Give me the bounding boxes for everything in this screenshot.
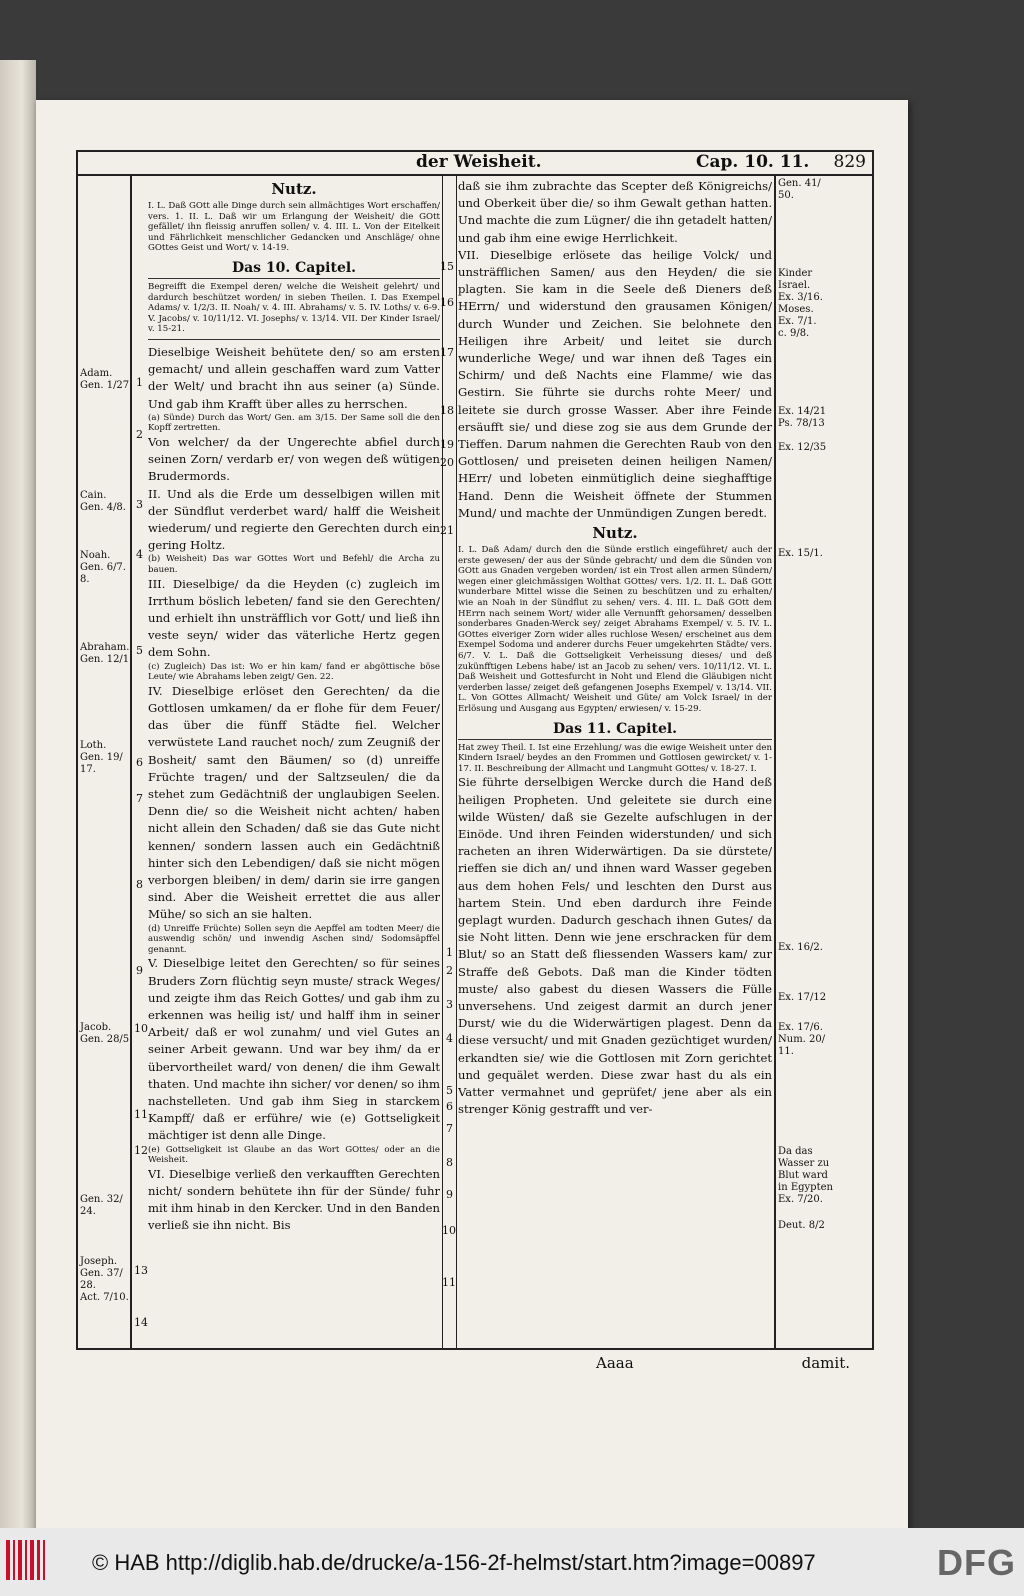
chapter-summary: Hat zwey Theil. I. Ist eine Erzehlung/ was die ewige Weisheit unter den Kindern Israel/ beydes an den Frommen und Gottlosen gewircket/ v. 1-17. II. Beschreibung der Allmacht und Langmuht GOttes/ v. 18-27. I. xyxy=(458,742,772,774)
signature-mark: Aaaa xyxy=(596,1354,634,1372)
left-margin-note: Cain. Gen. 4/8. xyxy=(80,490,126,513)
verse-number: 18 xyxy=(440,404,454,417)
footnote: (c) Zugleich) Das ist: Wo er hin kam/ fand er abgöttische böse Leute/ wie Abrahams leben zeigt/ Gen. 22. xyxy=(148,661,440,683)
verse-block: Dieselbige Weisheit behütete den/ so am ersten gemacht/ und allein geschaffen ward zum Vatter der Welt/ und bracht ihn aus seiner (a) Sünde. Und gab ihm Krafft über alles zu herrschen. xyxy=(148,344,440,411)
verse-number: 8 xyxy=(136,878,143,891)
verse-number: 3 xyxy=(136,498,143,511)
left-text-column xyxy=(148,178,440,1348)
page-number: 829 xyxy=(833,152,866,172)
verse-number: 4 xyxy=(136,548,143,561)
verse-number: 14 xyxy=(134,1316,148,1329)
left-margin-note: Gen. 32/ 24. xyxy=(80,1194,123,1217)
verse-number: 8 xyxy=(446,1156,453,1169)
left-page-edge xyxy=(0,60,36,1560)
verse-number: 1 xyxy=(446,946,453,959)
left-margin-note: Adam. Gen. 1/27 xyxy=(80,368,130,391)
chapter-summary: Begreifft die Exempel deren/ welche die Weisheit gelehrt/ und dardurch beschützet worden/ in sieben Theilen. I. Das Exempel Adams/ v. 1/2/3. II. Noah/ v. 4. III. Abrahams/ v. 5. IV. Loths/ v. 6-9. V. Jacobs/ v. 10/11/12. VI. Josephs/ v. 13/14. VII. Der Kinder Israel/ v. 15-21. xyxy=(148,281,440,335)
nutz-heading: Nutz. xyxy=(271,180,317,198)
left-margin-note: Noah. Gen. 6/7. 8. xyxy=(80,550,126,585)
verse-block: Von welcher/ da der Ungerechte abfiel durch seinen Zorn/ verdarb er/ von wegen deß wütigen Brudermords. xyxy=(148,434,440,484)
right-margin-note: Kinder Israel. Ex. 3/16. Moses. Ex. 7/1. c. 9/8. xyxy=(778,268,823,339)
verse-number: 4 xyxy=(446,1032,453,1045)
right-margin-note: Gen. 41/ 50. xyxy=(778,178,821,201)
left-margin-note: Joseph. Gen. 37/ 28. Act. 7/10. xyxy=(80,1256,129,1303)
verse-number: 6 xyxy=(446,1100,453,1113)
verse-block: III. Dieselbige/ da die Heyden (c) zugleich im Irrthum böslich lebeten/ fand sie den Gerechten/ und erhielt ihn unsträfflich vor Gott/ und ließ ihn veste seyn/ wider das väterliche Hertz gegen dem Sohn. xyxy=(148,576,440,660)
verse-number: 9 xyxy=(136,964,143,977)
verse-number: 6 xyxy=(136,756,143,769)
left-margin-note: Loth. Gen. 19/ 17. xyxy=(80,740,123,775)
left-margin-note: Abraham. Gen. 12/1 xyxy=(80,642,130,665)
hab-barcode-icon xyxy=(6,1540,48,1580)
verse-number: 9 xyxy=(446,1188,453,1201)
running-title: der Weisheit. xyxy=(416,152,542,172)
verse-number: 12 xyxy=(134,1144,148,1157)
footnote: (e) Gottseligkeit ist Glaube an das Wort GOttes/ oder an die Weisheit. xyxy=(148,1144,440,1166)
right-margin-note: Da das Wasser zu Blut ward in Egypten Ex. 7/20. xyxy=(778,1146,833,1205)
verse-number: 21 xyxy=(440,524,454,537)
right-margin-note: Ex. 17/6. Num. 20/ 11. xyxy=(778,1022,826,1057)
separator xyxy=(148,339,440,340)
verse-number: 19 xyxy=(440,438,454,451)
verse-number: 5 xyxy=(136,644,143,657)
verse-number: 2 xyxy=(446,964,453,977)
verse-block: V. Dieselbige leitet den Gerechten/ so für seines Bruders Zorn flüchtig seyn muste/ strack Weges/ und zeigte ihm das Reich Gottes/ und gab ihm zu erkennen was heilig ist/ und halff ihm in seiner Arbeit/ daß er wol zunahm/ und viel Gutes an seiner Arbeit gewann. Und war bey ihm/ da er übervortheilet ward/ von denen/ die ihm Gewalt thaten. Und machte ihn sicher/ vor denen/ so ihm nachstelleten. Und gab ihm Sieg in starckem Kampff/ daß er erführe/ wie (e) Gottseligkeit mächtiger ist denn alle Dinge. xyxy=(148,956,440,1143)
verse-number: 10 xyxy=(134,1022,148,1035)
verse-number: 16 xyxy=(440,296,454,309)
right-margin-note: Ex. 14/21 Ps. 78/13 xyxy=(778,406,827,429)
right-margin-note: Ex. 15/1. xyxy=(778,548,823,559)
verse-number: 10 xyxy=(442,1224,456,1237)
nutz-text: I. L. Daß GOtt alle Dinge durch sein allmächtiges Wort erschaffen/ vers. 1. II. L. Daß wir um Erlangung der Weisheit/ die GOtt gefället/ ihn fleissig anruffen sollen/ v. 4. III. L. Von der Eitelkeit und Fährlichkeit menschlicher Gedancken und Anschläge/ ohne GOttes Geist und Wort/ v. 14-19. xyxy=(148,201,440,254)
verse-number: 20 xyxy=(440,456,454,469)
right-margin-note: Ex. 17/12 xyxy=(778,992,827,1003)
credit-link[interactable]: © HAB http://diglib.hab.de/drucke/a-156-2f-helmst/start.htm?image=00897 xyxy=(92,1550,816,1575)
nutz-text: I. L. Daß Adam/ durch den die Sünde erstlich eingeführet/ auch der erste gewesen/ der aus der Sünde gebracht/ und dem die Sünden von GOtt aus Gnaden vergeben worden/ ist ein Trost allen armen Sündern/ wegen einer gleichmässigen Wolthat GOttes/ vers. 1/2. II. L. Daß GOtt wunderbare Mittel wisse die Seinen zu beschützen und zu erhalten/ wie an Noah in der Sündflut zu sehen/ vers. 4. III. L. Daß GOtt dem HErrn nach seinem Wort/ wider alle Vernunfft gehorsamen/ desselben sonderbares Gnaden-Werck sey/ zeiget Abrahams Exempel/ v. 5. IV. L. GOttes eiveriger Zorn wider alles ruchlose Wesen/ erscheinet aus dem Exempel Sodoma und anderer durchs Feuer umgekehrten Städte/ vers. 6/7. V. L. Daß die Gottseligkeit Verheissung dieses/ und deß zukünfftigen Lebens habe/ ist an Jacob zu sehen/ vers. 10/11/12. VI. L. Daß Weisheit und Gottesfurcht in Noht und Elend die Gläubigen nicht verderben lasse/ zeiget deß gefangenen Josephs Exempel/ v. 13/14. VII. L. Von GOttes Allmacht/ Weisheit und Güte/ am Volck Israel/ in der Erlösung und Ausgang aus Egypten/ erwiesen/ v. 15-29. xyxy=(458,545,772,714)
credit-bar xyxy=(0,1528,1024,1596)
verse-block: II. Und als die Erde um desselbigen willen mit der Sündflut verderbet ward/ halff die Weisheit wiederum/ und regierte den Gerechten durch ein gering Holtz. xyxy=(148,486,440,553)
right-margin-note: Deut. 8/2 xyxy=(778,1220,825,1231)
left-margin-note: Jacob. Gen. 28/5 xyxy=(80,1022,130,1045)
page-footer xyxy=(76,1354,874,1374)
dfg-logo: DFG xyxy=(937,1542,1016,1583)
right-margin-note: Ex. 12/35 xyxy=(778,442,827,453)
verse-number: 7 xyxy=(136,792,143,805)
book-page xyxy=(36,100,908,1560)
catchword: damit. xyxy=(801,1354,850,1372)
chapter-heading: Das 11. Capitel. xyxy=(458,721,772,740)
right-margin-note: Ex. 16/2. xyxy=(778,942,823,953)
verse-block: IV. Dieselbige erlöset den Gerechten/ da die Gottlosen umkamen/ da er flohe für dem Feuer/ das über die fünff Städte fiel. Welcher verwüstete Land rauchet noch/ zum Zeugniß der Bosheit/ samt den Bäumen/ so (d) unreiffe Früchte tragen/ und der Saltzseulen/ die da stehet zum Gedächtniß der unglaubigen Seelen. Denn die/ so die Weisheit nicht achten/ haben nicht allein den Schaden/ daß sie das Gute nicht kennen/ sondern lassen auch ein Gedächtniß hinter sich den Lebendigen/ daß sie nicht mögen verborgen bleiben/ in dem/ darin sie irre gangen sind. Aber die Weisheit errettet die aus aller Mühe/ so sich an sie halten. xyxy=(148,683,440,922)
center-rule-right xyxy=(456,176,457,1350)
footnote: (b) Weisheit) Das war GOttes Wort und Befehl/ die Archa zu bauen. xyxy=(148,554,440,575)
verse-number: 3 xyxy=(446,998,453,1011)
verse-number: 15 xyxy=(440,260,454,273)
left-margin-rule xyxy=(130,176,132,1350)
verse-number: 2 xyxy=(136,428,143,441)
verse-number: 13 xyxy=(134,1264,148,1277)
verse-block: Sie führte derselbigen Wercke durch die Hand deß heiligen Propheten. Und geleitete sie durch eine wilde Wüsten/ daß sie Gezelte aufschlugen in der Einöde. Und ihren Feinden widerstunden/ und sich racheten an ihren Widerwärtigen. Da sie dürstete/ rieffen sie dich an/ und ihnen ward Wasser gegeben aus dem hohen Fels/ und leschten den Durst aus hartem Stein. Und eben dardurch ihre Feinde geplagt wurden. Dadurch geschach ihnen Gutes/ da sie Noht litten. Denn wie jene erschracken für dem Blut/ so an Statt deß fliessenden Wassers kam/ zur Straffe deß Gebots. Daß man die Kinder tödten muste/ also gabest du diesen Wassers die Fülle unversehens. Und zeigest darmit an durch jener Durst/ wie du die Widerwärtigen plagest. Denn da diese versucht/ und mit Gnaden gezüchtiget wurden/ erkandten sie/ wie die Gottlosen mit Zorn gerichtet und gequälet werden. Diese zwar hast du als ein Vatter vermahnet und geprüfet/ jene aber als ein strenger König gestrafft und ver- xyxy=(458,775,772,1117)
nutz-heading: Nutz. xyxy=(592,524,638,543)
right-text-column xyxy=(458,178,772,1348)
footnote: (a) Sünde) Durch das Wort/ Gen. am 3/15. Der Same soll die den Kopff zertretten. xyxy=(148,412,440,434)
verse-number: 1 xyxy=(136,376,143,389)
chapter-reference: Cap. 10. 11. xyxy=(696,152,810,172)
verse-number: 17 xyxy=(440,346,454,359)
verse-block: daß sie ihm zubrachte das Scepter deß Königreichs/ und Oberkeit über die/ so ihm Gewalt gethan hatten. Und machte die zum Lügner/ die ihn getadelt hatten/ und gab ihm eine ewige Herrlichkeit. xyxy=(458,179,772,245)
verse-number: 5 xyxy=(446,1084,453,1097)
verse-block: VI. Dieselbige verließ den verkaufften Gerechten nicht/ sondern behütete ihn für der Sünde/ fuhr mit ihm hinab in den Kercker. Und in den Banden verließ sie ihn nicht. Bis xyxy=(148,1166,440,1233)
verse-number: 11 xyxy=(134,1108,148,1121)
verse-block: VII. Dieselbige erlösete das heilige Volck/ und unsträfflichen Samen/ aus den Heyden/ die sie plagten. Sie kam in die Seele deß Dieners deß HErrn/ und widerstund den grausamen Königen/ durch Wunder und Zeichen. Sie belohnete den Heiligen ihre Arbeit/ und leitet sie durch wunderliche Wege/ und war ihnen deß Tages ein Schirm/ und deß Nachts eine Flamme/ wie das Gestirn. Sie führte sie durchs rohte Meer/ und leitete sie durch grosse Wasser. Aber ihre Feinde ersäufft sie/ und diese zog sie aus dem Grunde der Tieffen. Darum nahmen die Gerechten Raub von den Gottlosen/ und preiseten deinen heiligen Namen/ HErr/ und lobeten einmütiglich deine sieghafftige Hand. Denn die Weisheit öffnete der Stummen Mund/ und machte der Unmündigen Zungen beredt. xyxy=(458,247,772,520)
footnote: (d) Unreiffe Früchte) Sollen seyn die Aepffel am todten Meer/ die auswendig schön/ und inwendig Aschen sind/ Sodomsäpffel genannt. xyxy=(148,923,440,955)
chapter-heading: Das 10. Capitel. xyxy=(148,260,440,279)
verse-number: 7 xyxy=(446,1122,453,1135)
right-margin-rule xyxy=(774,176,776,1350)
verse-number: 11 xyxy=(442,1276,456,1289)
